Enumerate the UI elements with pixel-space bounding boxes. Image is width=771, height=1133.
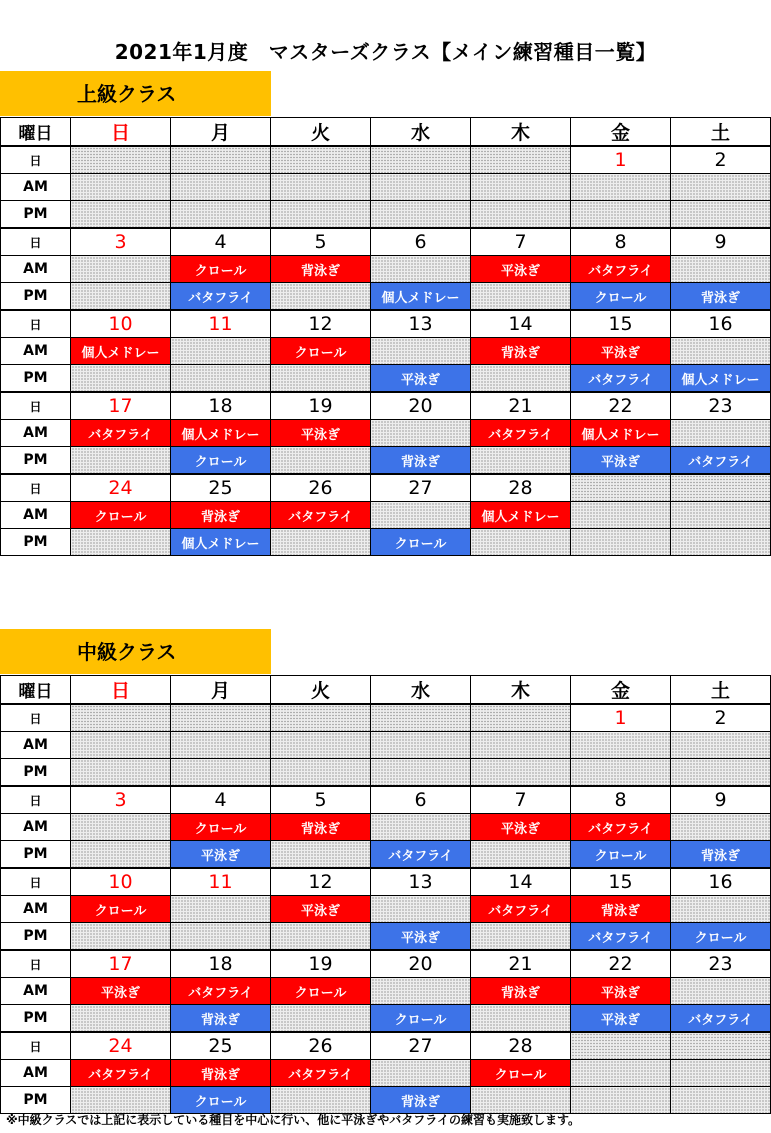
event-am-cell: 個人メドレー — [71, 338, 171, 365]
event-pm-cell: 背泳ぎ — [671, 841, 771, 869]
event-pm-cell: 個人メドレー — [171, 529, 271, 556]
empty-cell — [271, 1005, 371, 1033]
empty-cell — [71, 146, 171, 174]
empty-cell — [571, 1087, 671, 1114]
event-pm-cell: バタフライ — [571, 923, 671, 951]
date-cell: 2 — [671, 704, 771, 732]
empty-cell — [271, 283, 371, 311]
empty-cell — [71, 1005, 171, 1033]
event-pm-cell: クロール — [671, 923, 771, 951]
date-row — [1, 392, 771, 420]
date-cell: 4 — [171, 228, 271, 256]
empty-cell — [571, 529, 671, 556]
row-label-date: 日 — [1, 868, 71, 896]
row-label-pm: PM — [1, 1087, 71, 1114]
weekday-header: 木 — [471, 676, 571, 705]
date-row — [1, 1032, 771, 1060]
row-label-date: 日 — [1, 950, 71, 978]
event-am-cell: バタフライ — [571, 814, 671, 841]
event-am-cell: 平泳ぎ — [71, 978, 171, 1005]
empty-cell — [171, 923, 271, 951]
empty-cell — [71, 841, 171, 869]
weekday-header: 日 — [71, 676, 171, 705]
event-am-cell: クロール — [71, 502, 171, 529]
row-label-pm: PM — [1, 923, 71, 951]
empty-cell — [471, 174, 571, 201]
empty-cell — [471, 1005, 571, 1033]
empty-cell — [171, 704, 271, 732]
event-pm-cell: クロール — [571, 283, 671, 311]
empty-cell — [371, 814, 471, 841]
empty-cell — [271, 146, 371, 174]
empty-cell — [271, 923, 371, 951]
row-label-am: AM — [1, 732, 71, 759]
empty-cell — [371, 420, 471, 447]
am-row — [1, 256, 771, 283]
footnote: ※中級クラスでは上記に表示している種目を中心に行い、他に平泳ぎやバタフライの練習も実施致します。 — [6, 1113, 580, 1127]
event-pm-cell: 平泳ぎ — [571, 447, 671, 475]
date-cell: 19 — [271, 950, 371, 978]
weekday-header: 日 — [71, 118, 171, 147]
date-cell: 6 — [371, 786, 471, 814]
empty-cell — [171, 896, 271, 923]
date-cell: 22 — [571, 950, 671, 978]
event-pm-cell: バタフライ — [371, 841, 471, 869]
date-row — [1, 474, 771, 502]
empty-cell — [171, 365, 271, 393]
date-cell: 24 — [71, 1032, 171, 1060]
empty-cell — [671, 256, 771, 283]
empty-cell — [671, 420, 771, 447]
weekday-header: 火 — [271, 676, 371, 705]
empty-cell — [71, 759, 171, 787]
date-cell: 13 — [371, 310, 471, 338]
empty-cell — [371, 146, 471, 174]
event-am-cell: 個人メドレー — [571, 420, 671, 447]
empty-cell — [671, 814, 771, 841]
empty-cell — [71, 923, 171, 951]
weekday-header-row — [1, 676, 771, 705]
empty-cell — [371, 201, 471, 229]
date-cell: 20 — [371, 950, 471, 978]
empty-cell — [471, 704, 571, 732]
event-am-cell: 平泳ぎ — [471, 814, 571, 841]
section-label: 中級クラス — [0, 629, 271, 674]
empty-cell — [671, 759, 771, 787]
empty-cell — [271, 529, 371, 556]
empty-cell — [371, 256, 471, 283]
am-row — [1, 420, 771, 447]
date-cell: 28 — [471, 474, 571, 502]
row-label-am: AM — [1, 502, 71, 529]
event-pm-cell: 平泳ぎ — [371, 365, 471, 393]
date-cell: 13 — [371, 868, 471, 896]
empty-cell — [71, 529, 171, 556]
event-pm-cell: 平泳ぎ — [371, 923, 471, 951]
date-cell: 6 — [371, 228, 471, 256]
row-label-date: 日 — [1, 1032, 71, 1060]
date-cell: 17 — [71, 392, 171, 420]
empty-cell — [571, 474, 671, 502]
row-label-pm: PM — [1, 447, 71, 475]
empty-cell — [571, 732, 671, 759]
date-cell: 17 — [71, 950, 171, 978]
date-cell: 26 — [271, 1032, 371, 1060]
row-label-pm: PM — [1, 1005, 71, 1033]
date-cell: 22 — [571, 392, 671, 420]
date-cell: 15 — [571, 310, 671, 338]
am-row — [1, 1060, 771, 1087]
date-cell: 25 — [171, 1032, 271, 1060]
event-am-cell: 平泳ぎ — [271, 420, 371, 447]
row-label-date: 日 — [1, 704, 71, 732]
empty-cell — [671, 896, 771, 923]
empty-cell — [71, 256, 171, 283]
event-am-cell: 背泳ぎ — [171, 502, 271, 529]
row-label-am: AM — [1, 174, 71, 201]
date-cell: 2 — [671, 146, 771, 174]
date-row — [1, 786, 771, 814]
event-pm-cell: 背泳ぎ — [171, 1005, 271, 1033]
event-am-cell: 背泳ぎ — [471, 978, 571, 1005]
row-label-am: AM — [1, 896, 71, 923]
event-am-cell: バタフライ — [71, 1060, 171, 1087]
empty-cell — [671, 474, 771, 502]
empty-cell — [271, 201, 371, 229]
event-pm-cell: 平泳ぎ — [171, 841, 271, 869]
empty-cell — [271, 704, 371, 732]
date-cell: 25 — [171, 474, 271, 502]
empty-cell — [671, 529, 771, 556]
date-cell: 4 — [171, 786, 271, 814]
event-pm-cell: 平泳ぎ — [571, 1005, 671, 1033]
event-am-cell: バタフライ — [571, 256, 671, 283]
empty-cell — [671, 732, 771, 759]
empty-cell — [471, 1087, 571, 1114]
row-label-date: 日 — [1, 228, 71, 256]
event-pm-cell: クロール — [571, 841, 671, 869]
row-label-pm: PM — [1, 841, 71, 869]
am-row — [1, 338, 771, 365]
pm-row — [1, 841, 771, 869]
date-cell: 5 — [271, 786, 371, 814]
event-am-cell: バタフライ — [471, 896, 571, 923]
event-pm-cell: クロール — [371, 1005, 471, 1033]
row-label-date: 日 — [1, 310, 71, 338]
schedule-table — [0, 117, 771, 556]
event-am-cell: 平泳ぎ — [271, 896, 371, 923]
empty-cell — [471, 841, 571, 869]
event-pm-cell: 個人メドレー — [371, 283, 471, 311]
empty-cell — [671, 1087, 771, 1114]
pm-row — [1, 1087, 771, 1114]
event-pm-cell: 個人メドレー — [671, 365, 771, 393]
date-row — [1, 868, 771, 896]
empty-cell — [371, 978, 471, 1005]
date-cell: 11 — [171, 868, 271, 896]
event-am-cell: クロール — [171, 256, 271, 283]
empty-cell — [671, 1060, 771, 1087]
row-label-am: AM — [1, 256, 71, 283]
empty-cell — [171, 174, 271, 201]
weekday-header: 火 — [271, 118, 371, 147]
date-cell: 27 — [371, 474, 471, 502]
date-cell: 21 — [471, 950, 571, 978]
empty-cell — [71, 732, 171, 759]
event-am-cell: バタフライ — [271, 1060, 371, 1087]
pm-row — [1, 201, 771, 229]
event-pm-cell: バタフライ — [571, 365, 671, 393]
date-row — [1, 228, 771, 256]
date-cell: 19 — [271, 392, 371, 420]
event-pm-cell: 背泳ぎ — [671, 283, 771, 311]
empty-cell — [571, 759, 671, 787]
empty-cell — [71, 704, 171, 732]
date-row — [1, 310, 771, 338]
event-pm-cell: バタフライ — [671, 1005, 771, 1033]
empty-cell — [671, 978, 771, 1005]
empty-cell — [371, 732, 471, 759]
date-cell: 14 — [471, 868, 571, 896]
date-cell: 7 — [471, 228, 571, 256]
row-label-pm: PM — [1, 529, 71, 556]
empty-cell — [471, 732, 571, 759]
am-row — [1, 732, 771, 759]
date-cell: 20 — [371, 392, 471, 420]
row-label-am: AM — [1, 338, 71, 365]
date-cell: 28 — [471, 1032, 571, 1060]
empty-cell — [71, 283, 171, 311]
pm-row — [1, 365, 771, 393]
weekday-header: 月 — [171, 118, 271, 147]
empty-cell — [671, 502, 771, 529]
empty-cell — [671, 174, 771, 201]
schedule-table — [0, 675, 771, 1114]
row-label-date: 日 — [1, 474, 71, 502]
empty-cell — [571, 201, 671, 229]
date-cell: 12 — [271, 868, 371, 896]
date-row — [1, 146, 771, 174]
row-label-am: AM — [1, 1060, 71, 1087]
event-am-cell: 背泳ぎ — [171, 1060, 271, 1087]
weekday-header: 月 — [171, 676, 271, 705]
date-cell: 18 — [171, 392, 271, 420]
empty-cell — [371, 502, 471, 529]
date-row — [1, 704, 771, 732]
event-am-cell: クロール — [271, 978, 371, 1005]
pm-row — [1, 923, 771, 951]
date-cell: 1 — [571, 146, 671, 174]
event-am-cell: 平泳ぎ — [571, 338, 671, 365]
event-am-cell: バタフライ — [71, 420, 171, 447]
weekday-header: 水 — [371, 676, 471, 705]
event-am-cell: 背泳ぎ — [271, 256, 371, 283]
event-am-cell: 背泳ぎ — [471, 338, 571, 365]
weekday-header: 木 — [471, 118, 571, 147]
empty-cell — [471, 365, 571, 393]
date-cell: 23 — [671, 392, 771, 420]
empty-cell — [471, 146, 571, 174]
row-label-pm: PM — [1, 365, 71, 393]
empty-cell — [371, 338, 471, 365]
event-pm-cell: クロール — [171, 447, 271, 475]
empty-cell — [171, 732, 271, 759]
event-pm-cell: 背泳ぎ — [371, 1087, 471, 1114]
date-cell: 24 — [71, 474, 171, 502]
row-label-am: AM — [1, 978, 71, 1005]
empty-cell — [271, 841, 371, 869]
empty-cell — [71, 174, 171, 201]
empty-cell — [271, 759, 371, 787]
empty-cell — [371, 704, 471, 732]
empty-cell — [271, 447, 371, 475]
empty-cell — [271, 732, 371, 759]
empty-cell — [571, 174, 671, 201]
event-am-cell: クロール — [171, 814, 271, 841]
empty-cell — [671, 201, 771, 229]
empty-cell — [71, 814, 171, 841]
row-label-date: 日 — [1, 146, 71, 174]
date-cell: 7 — [471, 786, 571, 814]
weekday-header: 金 — [571, 676, 671, 705]
empty-cell — [71, 1087, 171, 1114]
event-am-cell: バタフライ — [471, 420, 571, 447]
date-cell: 9 — [671, 786, 771, 814]
empty-cell — [371, 1060, 471, 1087]
date-cell: 23 — [671, 950, 771, 978]
section-label: 上級クラス — [0, 71, 271, 116]
am-row — [1, 814, 771, 841]
date-cell: 27 — [371, 1032, 471, 1060]
event-am-cell: 個人メドレー — [171, 420, 271, 447]
empty-cell — [171, 201, 271, 229]
event-pm-cell: クロール — [371, 529, 471, 556]
row-label-am: AM — [1, 420, 71, 447]
am-row — [1, 174, 771, 201]
empty-cell — [471, 923, 571, 951]
event-am-cell: クロール — [471, 1060, 571, 1087]
event-am-cell: 平泳ぎ — [471, 256, 571, 283]
empty-cell — [71, 201, 171, 229]
event-am-cell: 背泳ぎ — [571, 896, 671, 923]
date-cell: 12 — [271, 310, 371, 338]
am-row — [1, 978, 771, 1005]
date-cell: 15 — [571, 868, 671, 896]
date-cell: 5 — [271, 228, 371, 256]
event-am-cell: 平泳ぎ — [571, 978, 671, 1005]
event-pm-cell: 背泳ぎ — [371, 447, 471, 475]
weekday-header-row — [1, 118, 771, 147]
event-am-cell: 個人メドレー — [471, 502, 571, 529]
pm-row — [1, 283, 771, 311]
date-cell: 16 — [671, 868, 771, 896]
row-label-am: AM — [1, 814, 71, 841]
event-am-cell: クロール — [271, 338, 371, 365]
date-cell: 10 — [71, 310, 171, 338]
empty-cell — [171, 338, 271, 365]
row-label-pm: PM — [1, 283, 71, 311]
am-row — [1, 896, 771, 923]
event-am-cell: クロール — [71, 896, 171, 923]
am-row — [1, 502, 771, 529]
date-cell: 9 — [671, 228, 771, 256]
event-pm-cell: バタフライ — [171, 283, 271, 311]
empty-cell — [571, 502, 671, 529]
empty-cell — [171, 146, 271, 174]
page-title: 2021年1月度 マスターズクラス【メイン練習種目一覧】 — [114, 40, 657, 64]
date-cell: 11 — [171, 310, 271, 338]
empty-cell — [571, 1032, 671, 1060]
weekday-corner-label: 曜日 — [1, 118, 71, 147]
weekday-corner-label: 曜日 — [1, 676, 71, 705]
empty-cell — [671, 1032, 771, 1060]
row-label-date: 日 — [1, 392, 71, 420]
empty-cell — [71, 365, 171, 393]
empty-cell — [571, 1060, 671, 1087]
event-am-cell: バタフライ — [171, 978, 271, 1005]
date-cell: 16 — [671, 310, 771, 338]
date-cell: 3 — [71, 786, 171, 814]
empty-cell — [371, 174, 471, 201]
empty-cell — [371, 759, 471, 787]
empty-cell — [471, 283, 571, 311]
empty-cell — [271, 365, 371, 393]
empty-cell — [471, 759, 571, 787]
date-cell: 21 — [471, 392, 571, 420]
empty-cell — [71, 447, 171, 475]
pm-row — [1, 1005, 771, 1033]
empty-cell — [471, 447, 571, 475]
event-am-cell: バタフライ — [271, 502, 371, 529]
empty-cell — [471, 529, 571, 556]
empty-cell — [471, 201, 571, 229]
date-cell: 14 — [471, 310, 571, 338]
date-row — [1, 950, 771, 978]
date-cell: 8 — [571, 786, 671, 814]
pm-row — [1, 529, 771, 556]
date-cell: 26 — [271, 474, 371, 502]
weekday-header: 金 — [571, 118, 671, 147]
weekday-header: 土 — [671, 676, 771, 705]
row-label-pm: PM — [1, 759, 71, 787]
date-cell: 10 — [71, 868, 171, 896]
empty-cell — [271, 1087, 371, 1114]
row-label-date: 日 — [1, 786, 71, 814]
event-pm-cell: クロール — [171, 1087, 271, 1114]
empty-cell — [671, 338, 771, 365]
event-pm-cell: バタフライ — [671, 447, 771, 475]
date-cell: 8 — [571, 228, 671, 256]
date-cell: 1 — [571, 704, 671, 732]
pm-row — [1, 447, 771, 475]
date-cell: 18 — [171, 950, 271, 978]
date-cell: 3 — [71, 228, 171, 256]
row-label-pm: PM — [1, 201, 71, 229]
empty-cell — [171, 759, 271, 787]
event-am-cell: 背泳ぎ — [271, 814, 371, 841]
pm-row — [1, 759, 771, 787]
weekday-header: 土 — [671, 118, 771, 147]
empty-cell — [271, 174, 371, 201]
weekday-header: 水 — [371, 118, 471, 147]
empty-cell — [371, 896, 471, 923]
